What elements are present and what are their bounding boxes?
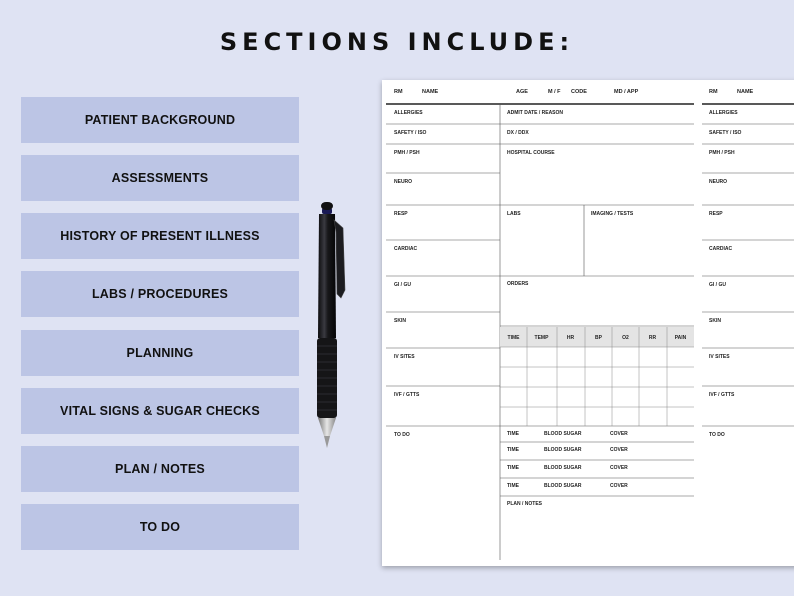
section-history-of-present-illness: HISTORY OF PRESENT ILLNESS (21, 213, 299, 259)
section-planning: PLANNING (21, 330, 299, 376)
label-imaging-tests: IMAGING / TESTS (591, 211, 634, 217)
header-name-label: NAME (422, 89, 439, 95)
label-resp-2: RESP (709, 211, 723, 217)
sugar-row-cover: COVER (610, 483, 628, 489)
vitals-header-o2: O2 (622, 335, 629, 341)
sugar-row-cover: COVER (610, 465, 628, 471)
label-skin-2: SKIN (709, 318, 721, 324)
vitals-header-rr: RR (648, 335, 657, 341)
label-iv-sites: IV SITES (394, 354, 415, 360)
section-patient-background: PATIENT BACKGROUND (21, 97, 299, 143)
header-age-label: AGE (516, 89, 528, 95)
header-code-label: CODE (571, 89, 587, 95)
vitals-header-hr: HR (566, 335, 575, 341)
label-plan-notes: PLAN / NOTES (507, 501, 543, 507)
header-md-app-label: MD / APP (614, 89, 639, 95)
label-dx-ddx: DX / DDX (507, 130, 529, 136)
section-plan-notes: PLAN / NOTES (21, 446, 299, 492)
page-heading: SECTIONS INCLUDE: (219, 28, 575, 56)
pen-illustration (310, 198, 352, 450)
label-allergies: ALLERGIES (394, 110, 423, 116)
label-to-do: TO DO (394, 432, 410, 438)
label-allergies-2: ALLERGIES (709, 110, 738, 116)
sugar-row-blood-sugar: BLOOD SUGAR (544, 447, 582, 453)
label-labs: LABS (507, 211, 521, 217)
label-neuro-2: NEURO (709, 179, 728, 185)
sugar-row-cover: COVER (610, 447, 628, 453)
header-rm-label: RM (394, 89, 403, 95)
label-gi-gu: GI / GU (394, 282, 411, 288)
label-pmh-psh-2: PMH / PSH (709, 150, 735, 156)
section-vital-signs-sugar-checks: VITAL SIGNS & SUGAR CHECKS (21, 388, 299, 434)
sugar-row-blood-sugar: BLOOD SUGAR (544, 465, 582, 471)
sugar-row-time: TIME (507, 465, 519, 471)
header-rm-label-2: RM (709, 89, 718, 95)
section-assessments: ASSESSMENTS (21, 155, 299, 201)
planner-sheet (382, 80, 794, 566)
label-safety-iso-2: SAFETY / ISO (709, 130, 742, 136)
label-ivf-gtts-2: IVF / GTTS (709, 392, 735, 398)
sugar-row-blood-sugar: BLOOD SUGAR (544, 483, 582, 489)
vitals-header-temp: TEMP (534, 335, 549, 341)
section-labs-procedures: LABS / PROCEDURES (21, 271, 299, 317)
label-skin: SKIN (394, 318, 406, 324)
vitals-header-bp: BP (595, 335, 602, 341)
label-orders: ORDERS (507, 281, 529, 287)
vitals-header-time: TIME (507, 335, 520, 341)
label-neuro: NEURO (394, 179, 413, 185)
sugar-row-cover: COVER (610, 431, 628, 437)
sugar-row-time: TIME (507, 431, 519, 437)
label-resp: RESP (394, 211, 408, 217)
label-to-do-2: TO DO (709, 432, 725, 438)
sugar-row-blood-sugar: BLOOD SUGAR (544, 431, 582, 437)
label-admit-date-reason: ADMIT DATE / REASON (507, 110, 564, 116)
label-hospital-course: HOSPITAL COURSE (507, 150, 555, 156)
sugar-row-time: TIME (507, 447, 519, 453)
label-iv-sites-2: IV SITES (709, 354, 730, 360)
header-name-label-2: NAME (737, 89, 754, 95)
label-cardiac: CARDIAC (394, 246, 418, 252)
section-to-do: TO DO (21, 504, 299, 550)
vitals-header-pain: PAIN (674, 335, 687, 341)
header-mf-label: M / F (548, 89, 561, 95)
sugar-row-time: TIME (507, 483, 519, 489)
label-cardiac-2: CARDIAC (709, 246, 733, 252)
label-safety-iso: SAFETY / ISO (394, 130, 427, 136)
label-ivf-gtts: IVF / GTTS (394, 392, 420, 398)
label-gi-gu-2: GI / GU (709, 282, 726, 288)
label-pmh-psh: PMH / PSH (394, 150, 420, 156)
